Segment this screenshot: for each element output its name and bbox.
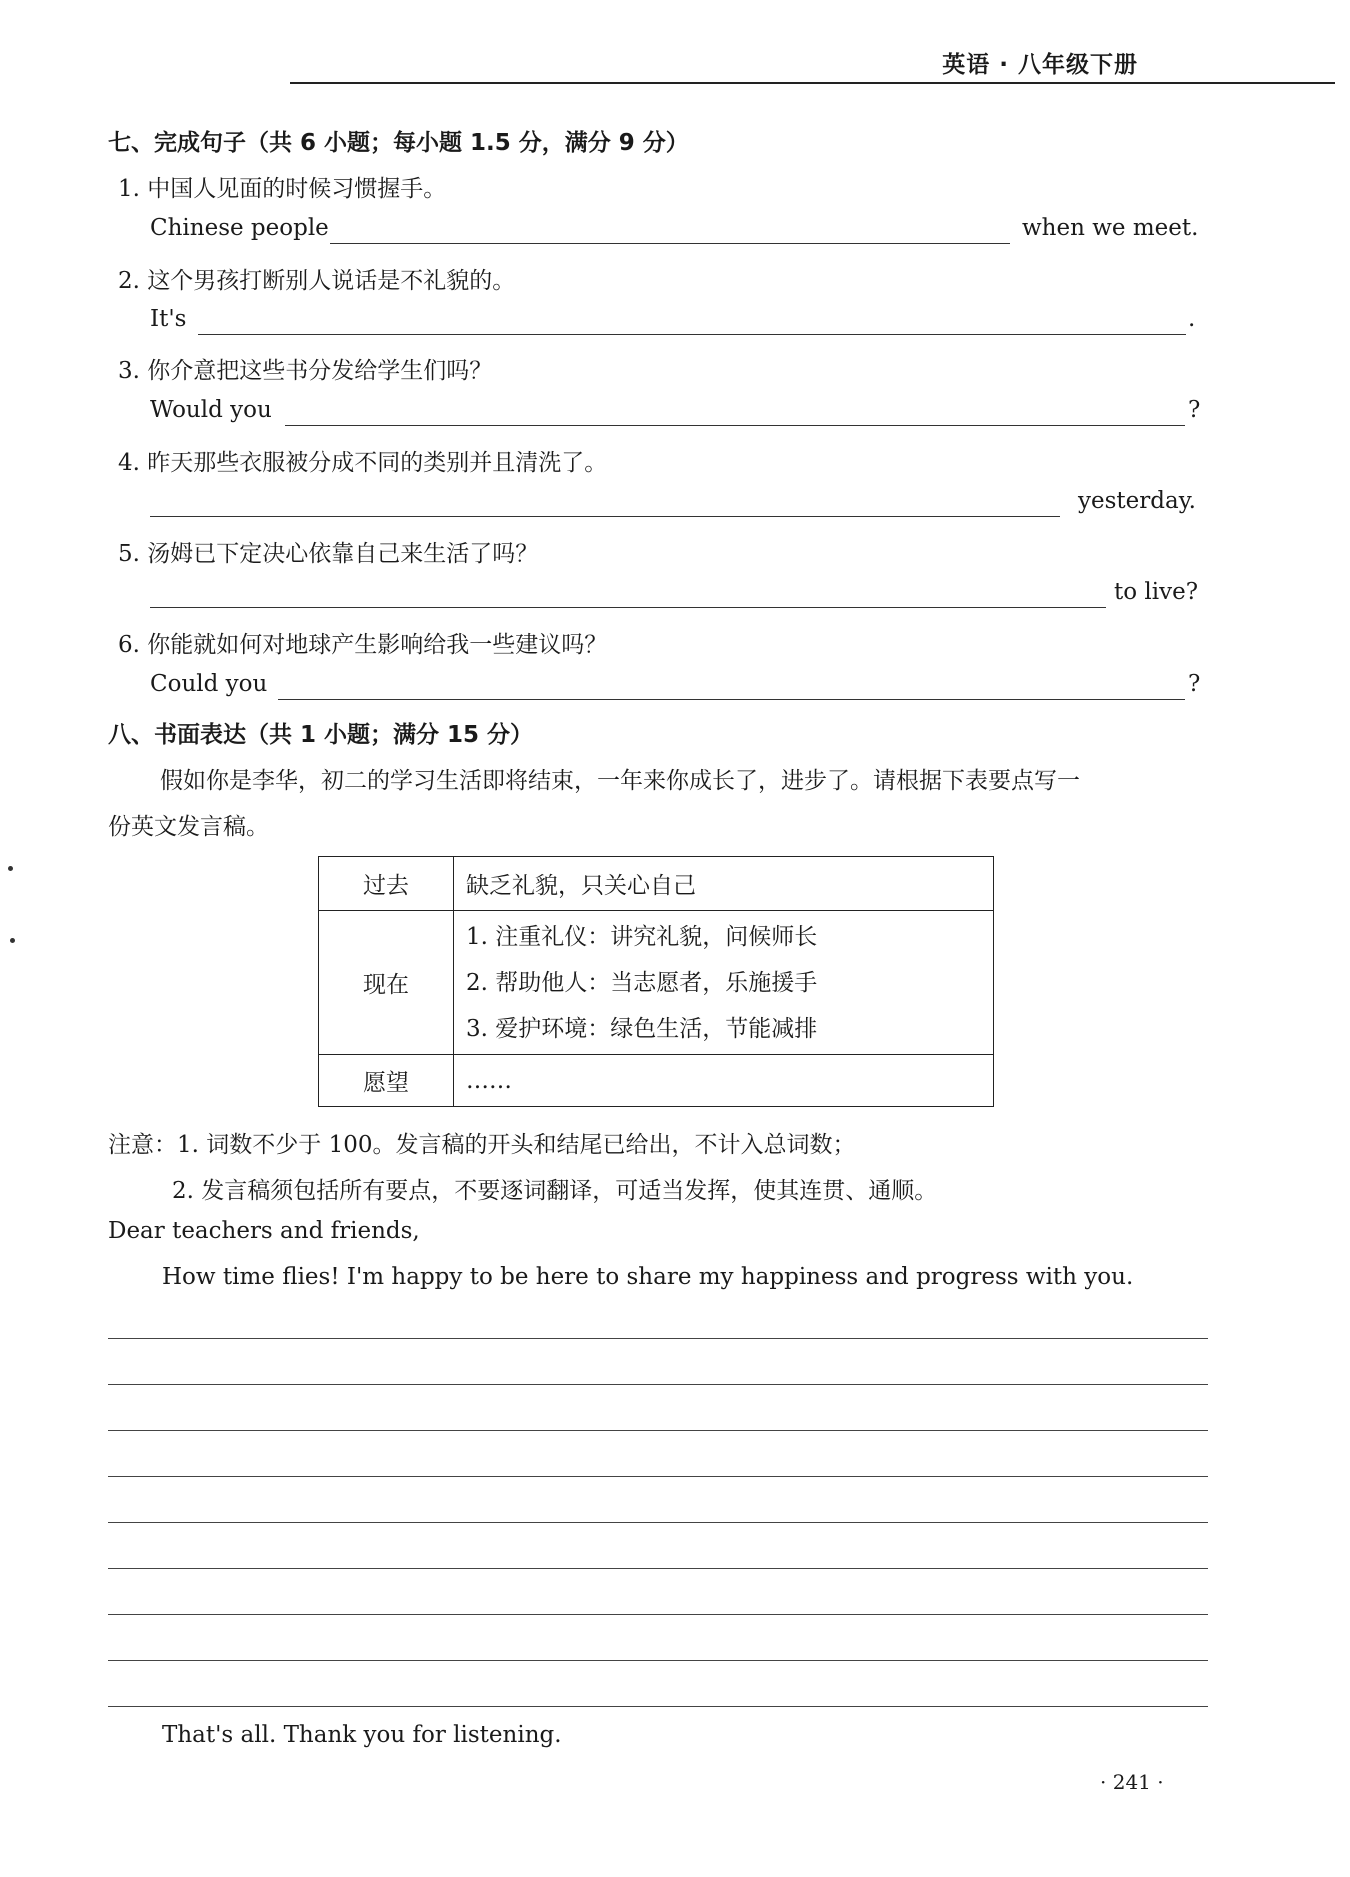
question-3-tail: ? [1188, 397, 1201, 423]
section-8-title: 八、书面表达（共 1 小题；满分 15 分） [108, 722, 534, 748]
now-point-3: 3. 爱护环境：绿色生活，节能减排 [466, 1015, 818, 1042]
table-value-past: 缺乏礼貌，只关心自己 [454, 857, 994, 911]
table-value-now [454, 911, 994, 1055]
writing-line[interactable] [108, 1614, 1208, 1615]
question-6-answer-line[interactable] [278, 699, 1185, 700]
table-value-wish: …… [454, 1055, 994, 1107]
question-1-lead: Chinese people [150, 215, 329, 241]
writing-line[interactable] [108, 1706, 1208, 1707]
scan-mark [10, 938, 15, 943]
header-title: 英语 · 八年级下册 [942, 52, 1138, 78]
question-1-answer-line[interactable] [330, 243, 1010, 244]
question-3-answer-line[interactable] [285, 425, 1185, 426]
question-3-lead: Would you [150, 397, 272, 423]
table-label-past: 过去 [319, 857, 454, 911]
letter-closing: That's all. Thank you for listening. [162, 1722, 562, 1748]
scan-mark [8, 866, 13, 871]
question-6-prompt: 6. 你能就如何对地球产生影响给我一些建议吗？ [118, 632, 608, 658]
letter-salutation: Dear teachers and friends, [108, 1218, 420, 1244]
page-number: · 241 · [1100, 1770, 1164, 1794]
writing-line[interactable] [108, 1384, 1208, 1385]
now-point-2: 2. 帮助他人：当志愿者，乐施援手 [466, 969, 818, 996]
writing-intro-line-1: 假如你是李华，初二的学习生活即将结束，一年来你成长了，进步了。请根据下表要点写一 [160, 768, 1080, 794]
question-4-prompt: 4. 昨天那些衣服被分成不同的类别并且清洗了。 [118, 450, 608, 476]
writing-points-table [318, 856, 994, 1107]
question-1-tail: when we meet. [1022, 215, 1199, 241]
question-6-lead: Could you [150, 671, 268, 697]
table-label-wish: 愿望 [319, 1055, 454, 1107]
writing-line[interactable] [108, 1430, 1208, 1431]
note-line-1: 注意：1. 词数不少于 100。发言稿的开头和结尾已给出，不计入总词数； [108, 1132, 856, 1158]
writing-line[interactable] [108, 1660, 1208, 1661]
question-5-tail: to live? [1114, 579, 1199, 605]
now-point-1: 1. 注重礼仪：讲究礼貌，问候师长 [466, 923, 818, 950]
question-1-prompt: 1. 中国人见面的时候习惯握手。 [118, 176, 447, 202]
writing-line[interactable] [108, 1338, 1208, 1339]
question-5-answer-line[interactable] [150, 607, 1106, 608]
question-2-answer-line[interactable] [198, 334, 1186, 335]
section-7-title: 七、完成句子（共 6 小题；每小题 1.5 分，满分 9 分） [108, 130, 689, 156]
question-2-prompt: 2. 这个男孩打断别人说话是不礼貌的。 [118, 268, 516, 294]
writing-line[interactable] [108, 1476, 1208, 1477]
writing-line[interactable] [108, 1522, 1208, 1523]
letter-opening: How time flies! I'm happy to be here to share my happiness and progress with you. [162, 1264, 1134, 1290]
table-label-now: 现在 [319, 911, 454, 1055]
question-4-tail: yesterday. [1078, 488, 1196, 514]
question-2-tail: . [1188, 306, 1196, 332]
note-line-2: 2. 发言稿须包括所有要点，不要逐词翻译，可适当发挥，使其连贯、通顺。 [172, 1178, 938, 1204]
question-4-answer-line[interactable] [150, 516, 1060, 517]
question-5-prompt: 5. 汤姆已下定决心依靠自己来生活了吗？ [118, 541, 539, 567]
writing-intro-line-2: 份英文发言稿。 [108, 814, 269, 840]
question-3-prompt: 3. 你介意把这些书分发给学生们吗？ [118, 358, 493, 384]
question-6-tail: ? [1188, 671, 1201, 697]
header-divider [290, 82, 1335, 84]
writing-line[interactable] [108, 1568, 1208, 1569]
question-2-lead: It's [150, 306, 187, 332]
